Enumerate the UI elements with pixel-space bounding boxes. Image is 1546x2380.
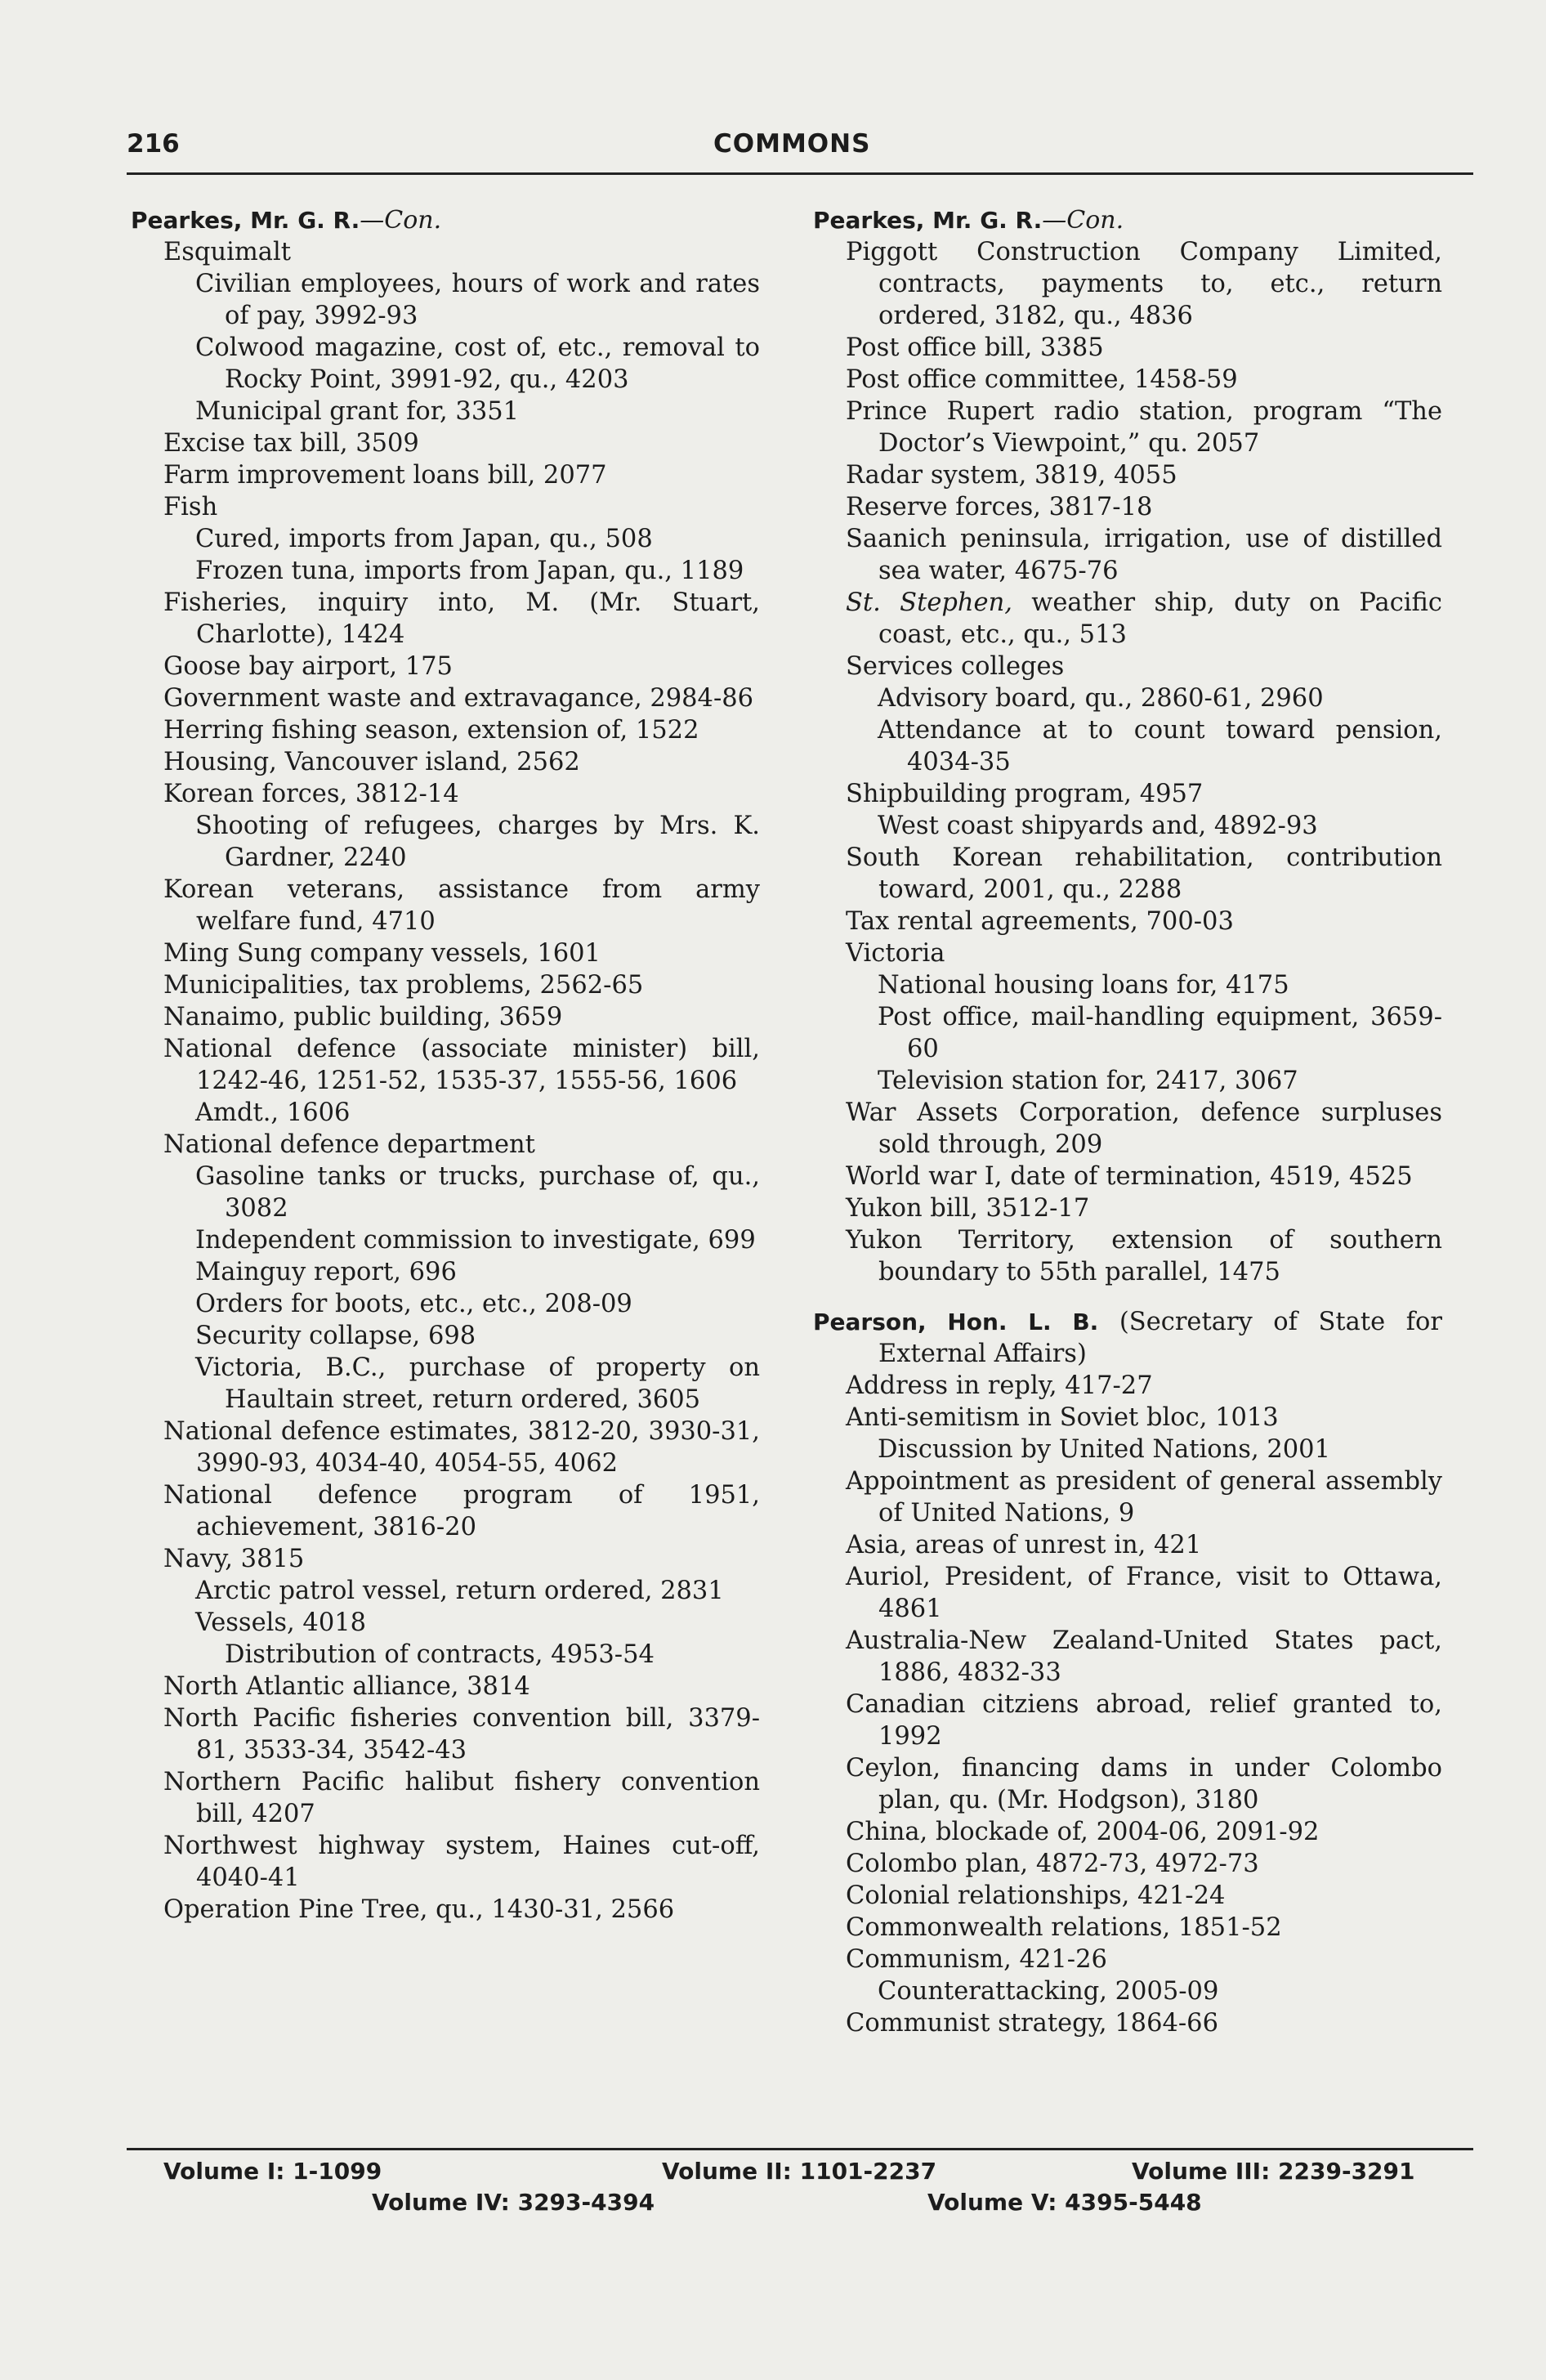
index-subentry [131, 1639, 760, 1671]
index-entry [131, 587, 760, 651]
index-entry [813, 1625, 1442, 1689]
entry-text: Colwood magazine, cost of, etc., removal to Rocky Point, 3991-92, qu., 4203 [195, 333, 760, 394]
entry-text: Nanaimo, public building, 3659 [163, 1003, 563, 1031]
entry-text: Frozen tuna, imports from Japan, qu., 1189 [195, 557, 744, 585]
index-subentry [131, 268, 760, 332]
index-entry [813, 396, 1442, 459]
entry-text: Yukon Territory, extension of southern boundary to 55th parallel, 1475 [846, 1226, 1442, 1286]
index-entry [131, 1766, 760, 1830]
entry-text: Yukon bill, 3512-17 [846, 1194, 1090, 1223]
index-entry [131, 1830, 760, 1894]
index-entry [131, 778, 760, 810]
footer-volume-3: Volume III: 2239-3291 [1132, 2158, 1415, 2185]
index-subentry [131, 1288, 760, 1320]
index-heading [813, 204, 1442, 236]
footer-volume-2: Volume II: 1101-2237 [662, 2158, 937, 2185]
entry-text: Korean veterans, assistance from army welfare fund, 4710 [163, 875, 760, 936]
entry-text: Victoria [846, 939, 945, 968]
index-entry [813, 1912, 1442, 1944]
index-entry [131, 1479, 760, 1543]
running-title: COMMONS [713, 129, 871, 159]
index-subentry [131, 1097, 760, 1129]
entry-text: Municipalities, tax problems, 2562-65 [163, 971, 644, 1000]
left-column [131, 204, 760, 1926]
index-entry [813, 1370, 1442, 1402]
entry-text: Asia, areas of unrest in, 421 [846, 1531, 1202, 1559]
index-entry [813, 459, 1442, 491]
index-entry [813, 2007, 1442, 2039]
entry-text: Prince Rupert radio station, program “The Doctor’s Viewpoint,” qu. 2057 [846, 397, 1442, 458]
entry-text: Radar system, 3819, 4055 [846, 461, 1177, 490]
index-entry [813, 1192, 1442, 1224]
index-heading [813, 1306, 1442, 1370]
index-heading [131, 204, 760, 236]
entry-text: National housing loans for, 4175 [878, 971, 1289, 1000]
header-rule [127, 172, 1473, 175]
index-entry [131, 1416, 760, 1479]
index-entry [813, 1816, 1442, 1848]
entry-text: Gasoline tanks or trucks, purchase of, qu., 3082 [195, 1162, 760, 1223]
index-subentry [813, 1065, 1442, 1097]
heading-office: (Secretary of State for External Affairs) [878, 1308, 1442, 1368]
entry-text: Colombo plan, 4872-73, 4972-73 [846, 1850, 1259, 1878]
index-entry [131, 1671, 760, 1702]
index-entry [813, 906, 1442, 937]
index-entry [131, 491, 760, 523]
index-entry [131, 1129, 760, 1161]
heading-name: Pearkes, Mr. G. R. [131, 207, 360, 234]
index-subentry [131, 1320, 760, 1352]
entry-text: Cured, imports from Japan, qu., 508 [195, 525, 653, 553]
index-entry [813, 1880, 1442, 1912]
entry-text: Victoria, B.C., purchase of property on Haultain street, return ordered, 3605 [195, 1353, 760, 1414]
index-entry [813, 1848, 1442, 1880]
entry-text: Fish [163, 493, 218, 521]
index-entry [813, 1402, 1442, 1434]
entry-text: Government waste and extravagance, 2984-86 [163, 684, 754, 713]
index-subentry [131, 1256, 760, 1288]
entry-text: Communism, 421-26 [846, 1945, 1107, 1974]
entry-text: Attendance at to count toward pension, 4034-35 [878, 716, 1442, 776]
entry-text: Saanich peninsula, irrigation, use of distilled sea water, 4675-76 [846, 525, 1442, 585]
index-entry [131, 1894, 760, 1926]
entry-text: Services colleges [846, 652, 1065, 681]
heading-name: Pearson, Hon. L. B. [813, 1309, 1099, 1335]
index-entry [131, 1033, 760, 1097]
index-entry [813, 1689, 1442, 1752]
entry-text: Auriol, President, of France, visit to Ottawa, 4861 [846, 1563, 1442, 1623]
entry-text: Navy, 3815 [163, 1545, 305, 1573]
entry-text: Farm improvement loans bill, 2077 [163, 461, 607, 490]
index-entry [813, 1944, 1442, 1975]
entry-text: National defence (associate minister) bill, 1242-46, 1251-52, 1535-37, 1555-56, 1606 [163, 1035, 760, 1095]
entry-text: Mainguy report, 696 [195, 1258, 457, 1286]
index-subentry [813, 810, 1442, 842]
index-subentry [131, 810, 760, 874]
entry-text: Anti-semitism in Soviet bloc, 1013 [846, 1403, 1279, 1432]
index-subentry [131, 523, 760, 555]
entry-text: Shipbuilding program, 4957 [846, 780, 1204, 808]
entry-text: Canadian citziens abroad, relief granted to, 1992 [846, 1690, 1442, 1751]
entry-text: Northern Pacific halibut fishery convention bill, 4207 [163, 1768, 760, 1828]
index-entry [131, 1543, 760, 1575]
index-entry [813, 1161, 1442, 1192]
entry-text: Goose bay airport, 175 [163, 652, 453, 681]
heading-continued: —Con. [1042, 206, 1124, 235]
index-entry [813, 778, 1442, 810]
entry-text: Independent commission to investigate, 699 [195, 1226, 756, 1255]
entry-text: Television station for, 2417, 3067 [878, 1067, 1298, 1095]
entry-text: National defence department [163, 1130, 535, 1159]
index-subentry [813, 969, 1442, 1001]
index-subentry [131, 332, 760, 396]
entry-text: Housing, Vancouver island, 2562 [163, 748, 580, 776]
right-column [813, 204, 1442, 2039]
entry-text: Orders for boots, etc., etc., 208-09 [195, 1290, 632, 1318]
index-subentry [131, 396, 760, 427]
entry-text: Ming Sung company vessels, 1601 [163, 939, 601, 968]
index-entry [813, 523, 1442, 587]
index-entry [131, 1001, 760, 1033]
entry-text: Ceylon, financing dams in under Colombo plan, qu. (Mr. Hodgson), 3180 [846, 1754, 1442, 1814]
index-entry [813, 937, 1442, 969]
entry-text: Post office bill, 3385 [846, 333, 1104, 362]
entry-text: Tax rental agreements, 700-03 [846, 907, 1234, 936]
entry-text: Counterattacking, 2005-09 [878, 1977, 1219, 2006]
entry-text: Esquimalt [163, 238, 291, 266]
index-entry [813, 1752, 1442, 1816]
entry-text: South Korean rehabilitation, contribution toward, 2001, qu., 2288 [846, 843, 1442, 904]
index-subentry [813, 714, 1442, 778]
entry-text: Operation Pine Tree, qu., 1430-31, 2566 [163, 1895, 675, 1924]
heading-continued: —Con. [360, 206, 442, 235]
index-entry [131, 427, 760, 459]
index-entry [131, 459, 760, 491]
index-subentry [131, 1224, 760, 1256]
footer-volume-4: Volume IV: 3293-4394 [372, 2189, 655, 2216]
index-subentry [131, 555, 760, 587]
entry-text: Distribution of contracts, 4953-54 [225, 1640, 655, 1669]
index-entry [813, 651, 1442, 682]
entry-text: China, blockade of, 2004-06, 2091-92 [846, 1818, 1320, 1846]
index-entry [813, 1561, 1442, 1625]
entry-text: Vessels, 4018 [195, 1608, 367, 1637]
entry-text: Reserve forces, 3817-18 [846, 493, 1153, 521]
entry-text: Post office committee, 1458-59 [846, 365, 1238, 394]
index-entry [131, 969, 760, 1001]
index-entry [813, 491, 1442, 523]
index-entry [131, 714, 760, 746]
entry-text: weather ship, duty on Pacific coast, etc., qu., 513 [878, 588, 1442, 649]
entry-text: Commonwealth relations, 1851-52 [846, 1913, 1282, 1942]
entry-text: Address in reply, 417-27 [846, 1371, 1153, 1400]
entry-text: Advisory board, qu., 2860-61, 2960 [878, 684, 1324, 713]
index-entry [813, 332, 1442, 364]
entry-text: Colonial relationships, 421-24 [846, 1881, 1226, 1910]
index-subentry [813, 1001, 1442, 1065]
entry-text: Post office, mail-handling equipment, 3659-60 [878, 1003, 1442, 1063]
entry-text: Excise tax bill, 3509 [163, 429, 419, 458]
index-subentry [813, 682, 1442, 714]
footer-volume-1: Volume I: 1-1099 [163, 2158, 382, 2185]
entry-text: Australia-New Zealand-United States pact, 1886, 4832-33 [846, 1626, 1442, 1687]
index-entry [131, 236, 760, 268]
entry-text: West coast shipyards and, 4892-93 [878, 812, 1318, 840]
entry-text: National defence estimates, 3812-20, 3930-31, 3990-93, 4034-40, 4054-55, 4062 [163, 1417, 760, 1478]
vessel-name: St. Stephen, [846, 588, 1012, 617]
entry-text: Discussion by United Nations, 2001 [878, 1435, 1330, 1464]
entry-text: Security collapse, 698 [195, 1322, 476, 1350]
index-entry [131, 746, 760, 778]
index-entry [813, 1224, 1442, 1288]
entry-text: Fisheries, inquiry into, M. (Mr. Stuart, Charlotte), 1424 [163, 588, 760, 649]
entry-text: Communist strategy, 1864-66 [846, 2009, 1218, 2038]
entry-text: World war I, date of termination, 4519, 4525 [846, 1162, 1413, 1191]
index-entry [131, 651, 760, 682]
entry-text: Piggott Construction Company Limited, contracts, payments to, etc., return ordered, 3182, qu., 4836 [846, 238, 1442, 330]
entry-text: Shooting of refugees, charges by Mrs. K. Gardner, 2240 [195, 812, 760, 872]
entry-text: Korean forces, 3812-14 [163, 780, 459, 808]
footer-rule [127, 2148, 1473, 2150]
index-subentry [813, 1975, 1442, 2007]
entry-text: Northwest highway system, Haines cut-off, 4040-41 [163, 1832, 760, 1892]
index-subentry [131, 1161, 760, 1224]
index-subentry [131, 1575, 760, 1607]
index-entry [131, 937, 760, 969]
entry-text: Civilian employees, hours of work and rates of pay, 3992-93 [195, 270, 760, 330]
index-entry [131, 1702, 760, 1766]
entry-text: North Atlantic alliance, 3814 [163, 1672, 530, 1701]
heading-name: Pearkes, Mr. G. R. [813, 207, 1043, 234]
entry-text: National defence program of 1951, achievement, 3816-20 [163, 1481, 760, 1541]
index-entry [813, 1097, 1442, 1161]
index-entry [131, 682, 760, 714]
entry-text: Arctic patrol vessel, return ordered, 2831 [195, 1577, 724, 1605]
entry-text: Appointment as president of general assembly of United Nations, 9 [846, 1467, 1442, 1528]
index-entry [813, 1529, 1442, 1561]
entry-text: Amdt., 1606 [195, 1098, 351, 1127]
index-subentry [813, 1434, 1442, 1465]
index-entry [813, 364, 1442, 396]
footer-volume-5: Volume V: 4395-5448 [927, 2189, 1202, 2216]
entry-text: Municipal grant for, 3351 [195, 397, 520, 426]
index-entry [813, 587, 1442, 651]
index-subentry [131, 1607, 760, 1639]
index-entry [131, 874, 760, 937]
entry-text: Herring fishing season, extension of, 1522 [163, 716, 699, 745]
index-entry [813, 1465, 1442, 1529]
page-number: 216 [127, 129, 180, 159]
index-subentry [131, 1352, 760, 1416]
page-header [127, 129, 1473, 175]
entry-text: War Assets Corporation, defence surpluses sold through, 209 [846, 1098, 1442, 1159]
index-entry [813, 842, 1442, 906]
index-entry [813, 236, 1442, 332]
entry-text: North Pacific fisheries convention bill, 3379-81, 3533-34, 3542-43 [163, 1704, 760, 1765]
